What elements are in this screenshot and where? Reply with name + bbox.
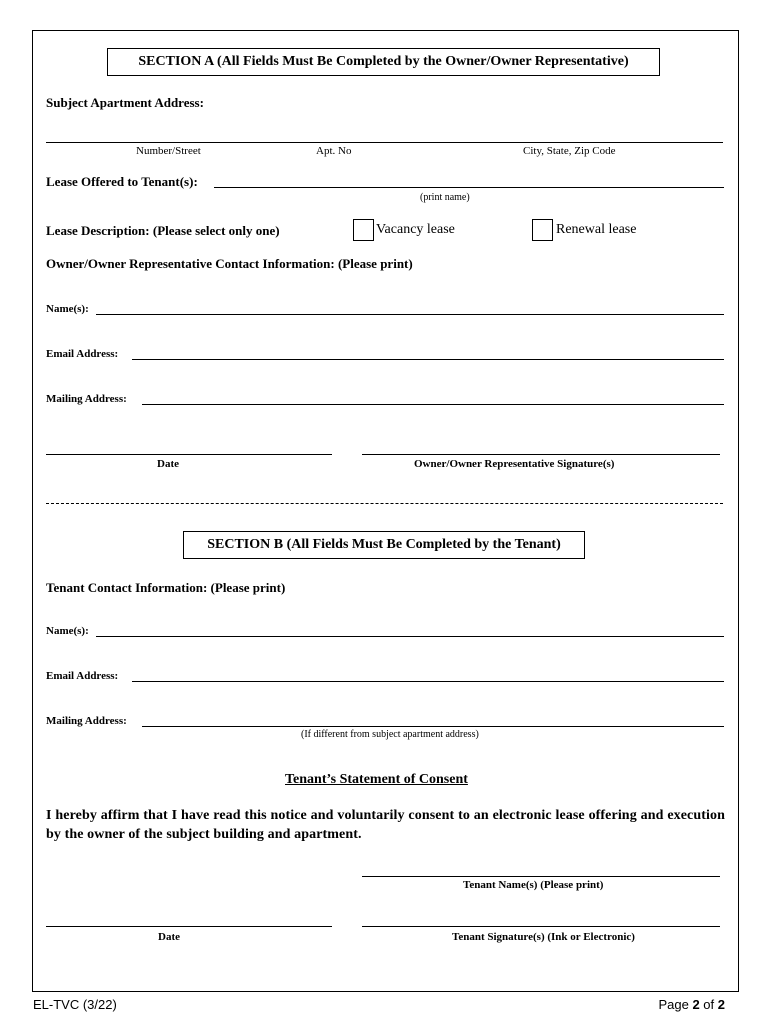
print-name-caption: (print name): [420, 192, 470, 203]
owner-email-line[interactable]: [132, 359, 724, 360]
owner-date-line[interactable]: [46, 454, 332, 455]
tenant-email-line[interactable]: [132, 681, 724, 682]
tenant-signature-line[interactable]: [362, 926, 720, 927]
owner-names-line[interactable]: [96, 314, 724, 315]
owner-email-label: Email Address:: [46, 348, 119, 360]
tenant-name-print-line[interactable]: [362, 876, 720, 877]
renewal-lease-checkbox[interactable]: [532, 219, 553, 241]
owner-date-caption: Date: [157, 458, 179, 470]
tenant-contact-label: Tenant Contact Information: (Please print): [46, 580, 286, 595]
tenant-date-caption: Date: [158, 931, 180, 943]
page-prefix: Page: [658, 997, 693, 1012]
tenant-mailing-caption: (If different from subject apartment address): [301, 729, 479, 740]
owner-mailing-line[interactable]: [142, 404, 724, 405]
owner-contact-label: Owner/Owner Representative Contact Information: (Please print): [46, 256, 413, 271]
tenant-date-line[interactable]: [46, 926, 332, 927]
page-number: [658, 997, 725, 1012]
lease-offered-label: Lease Offered to Tenant(s):: [46, 174, 198, 189]
section-a-title: SECTION A (All Fields Must Be Completed by the Owner/Owner Representative): [107, 48, 660, 76]
form-code: EL-TVC (3/22): [33, 997, 117, 1012]
section-b-title: SECTION B (All Fields Must Be Completed by the Tenant): [183, 531, 585, 559]
subject-address-label: Subject Apartment Address:: [46, 95, 204, 110]
subject-address-line[interactable]: [46, 142, 723, 143]
owner-signature-caption: Owner/Owner Representative Signature(s): [414, 458, 615, 470]
vacancy-lease-label: Vacancy lease: [376, 222, 455, 237]
owner-names-label: Name(s):: [46, 303, 89, 315]
page-total: 2: [717, 997, 725, 1012]
caption-city-state-zip: City, State, Zip Code: [523, 145, 616, 157]
tenant-email-label: Email Address:: [46, 670, 119, 682]
tenant-mailing-line[interactable]: [142, 726, 724, 727]
consent-text: I hereby affirm that I have read this notice and voluntarily consent to an electronic lease offering and execution by the owner of the subject building and apartment.: [46, 808, 725, 842]
lease-description-label: Lease Description: (Please select only one): [46, 223, 280, 238]
section-divider: [46, 503, 723, 504]
page-of: of: [699, 997, 718, 1012]
tenant-signature-caption: Tenant Signature(s) (Ink or Electronic): [452, 931, 635, 943]
lease-offered-line[interactable]: [214, 187, 724, 188]
renewal-lease-label: Renewal lease: [556, 222, 637, 237]
tenant-name-print-caption: Tenant Name(s) (Please print): [463, 879, 604, 891]
tenant-names-line[interactable]: [96, 636, 724, 637]
tenant-names-label: Name(s):: [46, 625, 89, 637]
tenant-mailing-label: Mailing Address:: [46, 715, 127, 727]
page-current: 2: [692, 997, 700, 1012]
consent-heading: Tenant’s Statement of Consent: [285, 772, 468, 787]
owner-signature-line[interactable]: [362, 454, 720, 455]
owner-mailing-label: Mailing Address:: [46, 393, 127, 405]
caption-number-street: Number/Street: [136, 145, 201, 157]
caption-apt-no: Apt. No: [316, 145, 352, 157]
vacancy-lease-checkbox[interactable]: [353, 219, 374, 241]
